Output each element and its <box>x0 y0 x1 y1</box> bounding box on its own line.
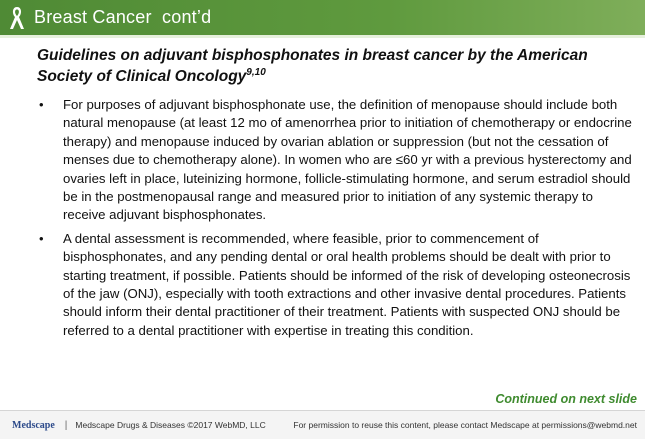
header-divider <box>0 35 645 38</box>
bullet-text: A dental assessment is recommended, where feasible, prior to commencement of bisphosphonates, and any pending dental or oral health problems should be dealt with prior to starting treatment, if possible. Patients should be informed of the risk of developing osteonecrosis of the jaw (ONJ), especially with tooth extractions and other invasive dental procedures. Patients should inform their dental practitioner of their treatment. Patients with suspected ONJ should be referred to a dental practitioner with expertise in treating this condition. <box>63 230 631 338</box>
slide-subtitle <box>37 45 627 87</box>
slide-footer <box>0 411 645 439</box>
bullet-list <box>37 96 632 345</box>
continued-label: Continued on next slide <box>495 392 637 406</box>
subtitle-reference: 9,10 <box>246 66 266 78</box>
footer-separator: | <box>64 419 68 431</box>
medscape-logo: Medscape <box>12 419 55 431</box>
subtitle-text: Guidelines on adjuvant bisphosphonates in breast cancer by the American Society of Clinical Oncology <box>37 47 588 85</box>
bullet-text: For purposes of adjuvant bisphosphonate use, the definition of menopause should include both natural menopause (at least 12 mo of amenorrhea prior to initiation of chemotherapy or endocrine therapy) and menopause induced by ovarian ablation or suppression (but not the cessation of menses due to chemotherapy alone). In women who are ≤60 yr with a previous hysterectomy and ovaries left in place, luteinizing hormone, follicle-stimulating hormone, and serum estradiol should be in the postmenopausal range and measured prior to initiation of any systemic therapy to receive adjuvant bisphosphonates. <box>63 97 632 223</box>
copyright-text: Medscape Drugs & Diseases ©2017 WebMD, LLC <box>75 420 266 430</box>
slide-title: Breast Cancer cont’d <box>34 7 212 27</box>
slide-header <box>0 0 645 35</box>
permission-text: For permission to reuse this content, please contact Medscape at permissions@webmd.net <box>293 420 637 430</box>
bullet-marker: • <box>39 97 44 112</box>
bullet-item-dental-assessment <box>37 230 632 340</box>
awareness-ribbon-icon <box>6 3 28 33</box>
bullet-marker: • <box>39 230 44 246</box>
bullet-item-menopause-definition <box>37 96 632 225</box>
